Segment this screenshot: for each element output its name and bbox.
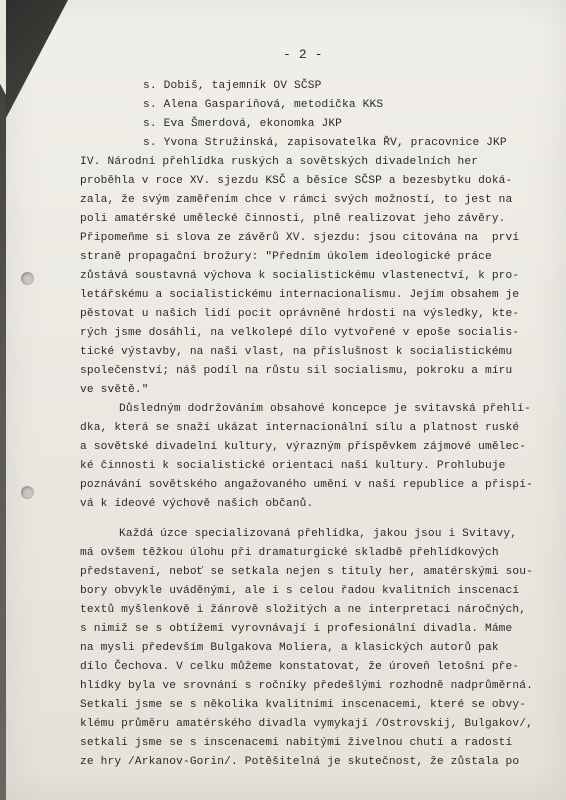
paragraph-line: straně propagační brožury: "Předním úkolem ideologické práce <box>80 251 492 263</box>
attendee-line: s. Alena Gaspariňová, metodička KKS <box>143 99 384 111</box>
paragraph-line: poznávání sovětského angažovaného umění v naší republice a přispí- <box>80 479 533 491</box>
paragraph-line: textů myšlenkově i žánrově složitých a ne interpretaci náročných, <box>80 604 527 616</box>
paragraph-line: na mysli především Bulgakova Moliera, a klasických autorů pak <box>80 642 499 654</box>
attendee-line: s. Dobiš, tajemník OV SČSP <box>143 80 322 92</box>
paragraph-line: setkali jsme se s inscenacemi nabitými živelnou chutí a radostí <box>80 737 513 749</box>
paragraph-line: ve světě." <box>80 384 149 396</box>
paragraph-line: společenství; náš podíl na růstu sil socialismu, pokroku a míru <box>80 365 513 377</box>
paragraph-line: ké činnosti k socialistické orientaci naší kultury. Prohlubuje <box>80 460 506 472</box>
paragraph-line: hlídky byla ve srovnání s ročníky předešlými rozhodně nadprůměrná. <box>80 680 533 692</box>
paragraph-line: proběhla v roce XV. sjezdu KSČ a běsíce SČSP a bezesbytku doká- <box>80 175 513 187</box>
paragraph-line: s nimiž se s obtížemi vyrovnávají i profesionální divadla. Máme <box>80 623 513 635</box>
paragraph-line: Setkali jsme se s několika kvalitními inscenacemi, které se obvy- <box>80 699 527 711</box>
paragraph-line: Důsledným dodržováním obsahové koncepce je svitavská přehlí- <box>119 403 531 415</box>
paragraph-line: dka, která se snaží ukázat internacionální sílu a platnost ruské <box>80 422 520 434</box>
paragraph-line: dílo Čechova. V celku můžeme konstatovat, že úroveň letošní pře- <box>80 661 520 673</box>
paragraph-line: IV. Národní přehlídka ruských a sovětských divadelních her <box>80 156 479 168</box>
paragraph-line: klému průměru amatérského divadla vymykají /Ostrovskij, Bulgakov/, <box>80 718 533 730</box>
paragraph-line: bory obvykle uváděnými, ale i s celou řadou kvalitních inscenací <box>80 585 520 597</box>
attendee-line: s. Eva Šmerdová, ekonomka JKP <box>143 118 343 130</box>
paragraph-line: tické výstavby, na naši vlast, na příslušnost k socialistickému <box>80 346 513 358</box>
paragraph-line: poli amatérské umělecké činnosti, plně realizovat jeho závěry. <box>80 213 506 225</box>
page-number: - 2 - <box>283 47 323 62</box>
paragraph-line: letářskému a socialistickému internacionalismu. Jejím obsahem je <box>80 289 520 301</box>
paragraph-line: pěstovat u našich lidí pocit oprávněné hrdosti na výsledky, kte- <box>80 308 520 320</box>
paragraph-line: má ovšem těžkou úlohu při dramaturgické skladbě přehlídkových <box>80 547 499 559</box>
paragraph-line: zala, že svým zaměřením chce v rámci svých možností, to jest na <box>80 194 513 206</box>
paragraph-line: Připomeňme si slova ze závěrů XV. sjezdu: jsou citována na prví <box>80 232 520 244</box>
attendee-line: s. Yvona Stružinská, zapisovatelka ŘV, pracovnice JKP <box>143 137 507 149</box>
paragraph-line: ze hry /Arkanov-Gorin/. Potěšitelná je skutečnost, že zůstala po <box>80 756 520 768</box>
paragraph-line: zůstává soustavná výchova k socialistickému vlastenectví, k pro- <box>80 270 520 282</box>
paragraph-line: rých jsme dosáhli, na velkolepé dílo vytvořené v epoše socialis- <box>80 327 520 339</box>
paragraph-line: Každá úzce specializovaná přehlídka, jakou jsou i Svitavy, <box>119 528 518 540</box>
paragraph-line: vá k ideové výchově našich občanů. <box>80 498 314 510</box>
paragraph-line: představení, neboť se setkala nejen s tituly her, amatérskými sou- <box>80 566 533 578</box>
paragraph-line: a sovětské divadelní kultury, výrazným příspěvkem zájmové umělec- <box>80 441 527 453</box>
